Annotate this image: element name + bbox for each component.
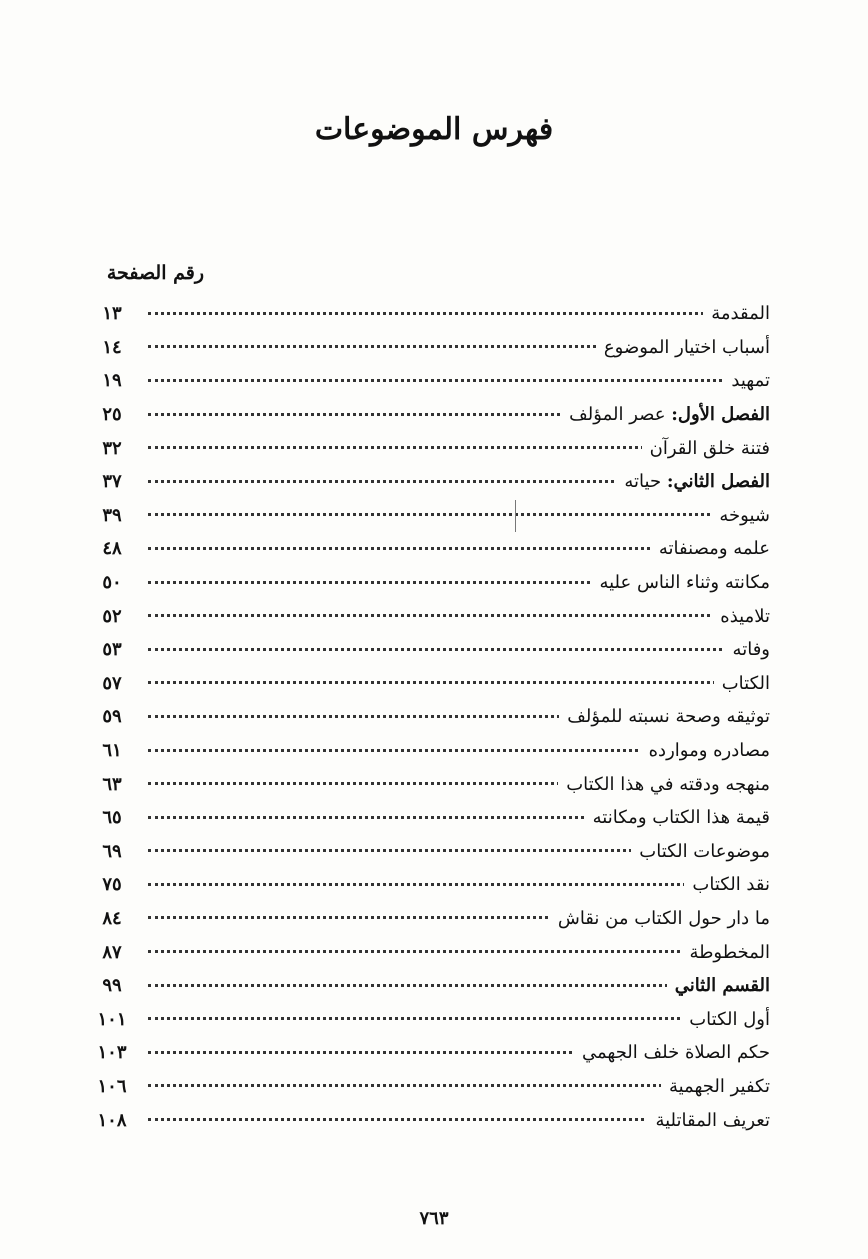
- toc-page-number: ٨٧: [102, 941, 122, 963]
- toc-page-number: ٣٢: [102, 437, 122, 459]
- page-title: فهرس الموضوعات: [314, 112, 554, 147]
- toc-label: ما دار حول الكتاب من نقاش: [550, 908, 770, 929]
- toc-entry: [90, 700, 770, 734]
- dot-leader: [148, 513, 770, 516]
- toc-entry: [90, 532, 770, 566]
- toc-label: المقدمة: [703, 303, 770, 324]
- toc-page-number: ٥٢: [102, 605, 122, 627]
- page-number: ٧٦٣: [419, 1208, 449, 1229]
- toc-chapter-label: [616, 471, 770, 492]
- toc-page-number: ١٠٨: [97, 1109, 127, 1131]
- toc-entry: [90, 331, 770, 365]
- toc-label: توثيقه وصحة نسبته للمؤلف: [559, 706, 770, 727]
- toc-page-number: ٣٧: [102, 471, 122, 493]
- toc-page-number: ١٠٣: [97, 1042, 127, 1064]
- dot-leader: [148, 950, 770, 953]
- toc-label: فتنة خلق القرآن: [642, 438, 770, 459]
- toc-label: تعريف المقاتلية: [647, 1110, 770, 1131]
- toc-entry: [90, 1002, 770, 1036]
- toc-entry: [90, 499, 770, 533]
- toc-label: حكم الصلاة خلف الجهمي: [574, 1042, 770, 1063]
- toc-page-number: ٧٥: [102, 874, 122, 896]
- toc-label: أسباب اختيار الموضوع: [596, 337, 770, 358]
- toc-page-number: ٦٩: [102, 840, 122, 862]
- toc-page-number: ٨٤: [102, 907, 122, 929]
- toc-page-number: ١٣: [102, 303, 122, 325]
- toc-page-number: ٩٩: [102, 975, 122, 997]
- toc-page-number: ٥٣: [102, 639, 122, 661]
- toc-entry: [90, 297, 770, 331]
- toc-entry: [90, 969, 770, 1003]
- chapter-heading: الفصل الأول:: [671, 404, 770, 426]
- toc-entry: [90, 431, 770, 465]
- toc-page-number: ٥٩: [102, 706, 122, 728]
- toc-page-number: ٤٨: [102, 538, 122, 560]
- toc-page-number: ٣٩: [102, 504, 122, 526]
- dot-leader: [148, 883, 770, 886]
- toc-label: شيوخه: [711, 505, 770, 526]
- chapter-heading: الفصل الثاني:: [666, 471, 770, 493]
- toc-entry: [90, 835, 770, 869]
- toc-entry: [90, 935, 770, 969]
- toc-entry: [90, 364, 770, 398]
- chapter-subtitle: عصر المؤلف: [569, 404, 672, 426]
- toc-entry: [90, 599, 770, 633]
- toc-entry: [90, 734, 770, 768]
- page-number-column-header: رقم الصفحة: [106, 262, 204, 284]
- toc-entry: [90, 767, 770, 801]
- toc-label: وفاته: [725, 639, 770, 660]
- toc-entry: [90, 902, 770, 936]
- toc-entry: [90, 1070, 770, 1104]
- toc-entry: [90, 566, 770, 600]
- toc-label: تمهيد: [723, 370, 770, 391]
- toc-page-number: ١٠١: [97, 1008, 127, 1030]
- toc-entry: [90, 465, 770, 499]
- toc-page-number: ٥٧: [102, 672, 122, 694]
- toc-label: تلاميذه: [712, 606, 770, 627]
- toc-label: مكانته وثناء الناس عليه: [591, 572, 770, 593]
- toc-label: أول الكتاب: [681, 1009, 770, 1030]
- toc-label: مصادره وموارده: [641, 740, 770, 761]
- toc-entry: [90, 1103, 770, 1137]
- toc-section-label: القسم الثاني: [667, 975, 770, 996]
- toc-page-number: ١٠٦: [97, 1075, 127, 1097]
- toc-label: قيمة هذا الكتاب ومكانته: [585, 807, 770, 828]
- dot-leader: [148, 1017, 770, 1020]
- toc-chapter-label: [561, 404, 770, 425]
- dot-leader: [148, 648, 770, 651]
- toc-page-number: ١٩: [102, 370, 122, 392]
- toc-page-number: ٢٥: [102, 404, 122, 426]
- dot-leader: [148, 312, 770, 315]
- toc-entry: [90, 667, 770, 701]
- toc-label: المخطوطة: [681, 942, 770, 963]
- text-cursor-mark: [515, 500, 516, 532]
- toc-page-number: ٦١: [102, 740, 122, 762]
- chapter-subtitle: حياته: [624, 471, 667, 493]
- dot-leader: [148, 614, 770, 617]
- toc-page-number: ١٤: [102, 336, 122, 358]
- toc-entry: [90, 868, 770, 902]
- toc-label: علمه ومصنفاته: [651, 538, 770, 559]
- toc-page-number: ٦٣: [102, 773, 122, 795]
- toc-label: تكفير الجهمية: [661, 1076, 770, 1097]
- toc-label: الكتاب: [714, 673, 770, 694]
- toc-page-number: ٥٠: [102, 572, 122, 594]
- toc-entry: [90, 1036, 770, 1070]
- toc-entry: [90, 398, 770, 432]
- toc-entry: [90, 633, 770, 667]
- toc-label: موضوعات الكتاب: [631, 841, 770, 862]
- toc-label: نقد الكتاب: [684, 874, 770, 895]
- toc-entry: [90, 801, 770, 835]
- dot-leader: [148, 681, 770, 684]
- table-of-contents: [90, 297, 770, 1137]
- toc-page-number: ٦٥: [102, 807, 122, 829]
- dot-leader: [148, 379, 770, 382]
- toc-label: منهجه ودقته في هذا الكتاب: [558, 774, 770, 795]
